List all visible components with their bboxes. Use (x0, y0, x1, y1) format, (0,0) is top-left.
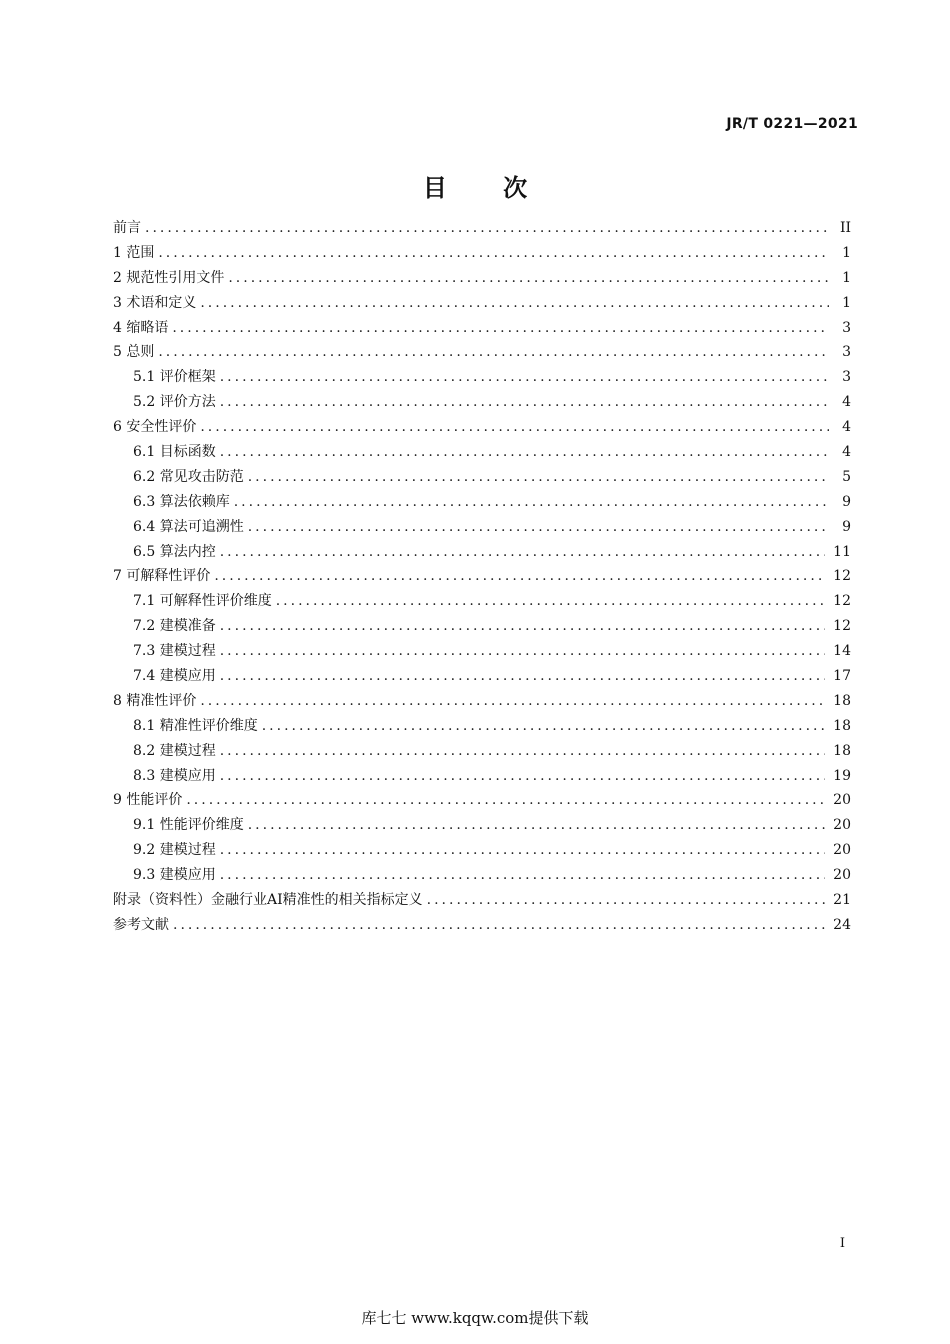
toc-entry-label: 8 精准性评价 (113, 692, 197, 709)
toc-entry[interactable] (113, 465, 851, 490)
toc-entry-label: 7 可解释性评价 (113, 568, 211, 585)
toc-dot-leader (248, 465, 829, 490)
toc-entry[interactable] (113, 664, 851, 689)
toc-dot-leader (214, 564, 825, 589)
toc-entry-page: 17 (833, 668, 851, 685)
toc-dot-leader (248, 813, 825, 838)
toc-entry-label: 6.3 算法依赖库 (133, 493, 230, 510)
toc-dot-leader (234, 490, 829, 515)
toc-dot-leader (220, 838, 825, 863)
toc-entry-label: 9.3 建模应用 (133, 867, 216, 884)
toc-dot-leader (220, 739, 825, 764)
toc-dot-leader (248, 515, 829, 540)
toc-dot-leader (158, 340, 829, 365)
toc-entry[interactable] (113, 241, 851, 266)
toc-entry-label: 6 安全性评价 (113, 419, 197, 436)
toc-dot-leader (220, 540, 825, 565)
toc-entry[interactable] (113, 390, 851, 415)
toc-entry[interactable] (113, 440, 851, 465)
toc-entry-label: 9.2 建模过程 (133, 842, 216, 859)
toc-entry-label: 7.2 建模准备 (133, 618, 216, 635)
toc-entry-page: 18 (833, 692, 851, 709)
toc-entry-label: 9.1 性能评价维度 (133, 817, 244, 834)
toc-entry-label: 7.3 建模过程 (133, 643, 216, 660)
toc-entry-page: 4 (842, 419, 851, 436)
toc-entry[interactable] (113, 340, 851, 365)
toc-entry-label: 5.1 评价框架 (133, 369, 216, 386)
toc-entry-page: 20 (833, 867, 851, 884)
toc-entry[interactable] (113, 788, 851, 813)
toc-dot-leader (220, 664, 825, 689)
toc-entry[interactable] (113, 739, 851, 764)
toc-entry-page: 9 (842, 493, 851, 510)
toc-entry-page: 20 (833, 842, 851, 859)
toc-dot-leader (220, 390, 829, 415)
toc-entry[interactable] (113, 714, 851, 739)
toc-entry-label: 8.2 建模过程 (133, 742, 216, 759)
toc-entry[interactable] (113, 291, 851, 316)
toc-entry-page: 9 (842, 518, 851, 535)
toc-dot-leader (158, 241, 829, 266)
toc-entry[interactable] (113, 838, 851, 863)
toc-entry[interactable] (113, 316, 851, 341)
toc-entry[interactable] (113, 589, 851, 614)
download-footer: 库七七 www.kqqw.com提供下载 (361, 1309, 589, 1327)
toc-entry-label: 6.4 算法可追溯性 (133, 518, 244, 535)
toc-entry-label: 附录（资料性）金融行业AI精准性的相关指标定义 (113, 892, 423, 909)
toc-entry-label: 3 术语和定义 (113, 294, 197, 311)
toc-entry[interactable] (113, 540, 851, 565)
toc-dot-leader (186, 788, 825, 813)
toc-entry[interactable] (113, 913, 851, 938)
page-number: I (839, 1236, 845, 1251)
toc-entry-page: 3 (842, 344, 851, 361)
toc-dot-leader (262, 714, 825, 739)
toc-dot-leader (228, 266, 829, 291)
toc-dot-leader (200, 291, 829, 316)
toc-entry[interactable] (113, 639, 851, 664)
toc-entry[interactable] (113, 365, 851, 390)
toc-dot-leader (220, 365, 829, 390)
toc-entry-page: 20 (833, 792, 851, 809)
toc-dot-leader (200, 415, 829, 440)
toc-entry-label: 2 规范性引用文件 (113, 269, 225, 286)
toc-entry-label: 8.3 建模应用 (133, 767, 216, 784)
toc-entry-label: 7.4 建模应用 (133, 668, 216, 685)
toc-entry-page: 5 (842, 468, 851, 485)
toc-dot-leader (276, 589, 825, 614)
toc-dot-leader (173, 913, 825, 938)
toc-entry-page: 18 (833, 742, 851, 759)
toc-dot-leader (427, 888, 826, 913)
toc-entry[interactable] (113, 515, 851, 540)
toc-entry[interactable] (113, 564, 851, 589)
toc-dot-leader (172, 316, 829, 341)
toc-entry-page: 1 (842, 269, 851, 286)
toc-entry-label: 7.1 可解释性评价维度 (133, 593, 272, 610)
toc-dot-leader (145, 216, 829, 241)
toc-entry-label: 参考文献 (113, 916, 169, 933)
toc-entry-page: 4 (842, 444, 851, 461)
toc-entry-label: 1 范围 (113, 244, 155, 261)
toc-entry-page: 3 (842, 319, 851, 336)
toc-entry[interactable] (113, 689, 851, 714)
toc-entry[interactable] (113, 415, 851, 440)
toc-entry-page: 21 (833, 892, 851, 909)
toc-dot-leader (220, 440, 829, 465)
toc-entry-page: 1 (842, 294, 851, 311)
table-of-contents (113, 216, 851, 938)
toc-entry-page: 4 (842, 394, 851, 411)
toc-entry-page: 12 (833, 593, 851, 610)
toc-dot-leader (200, 689, 825, 714)
toc-entry[interactable] (113, 813, 851, 838)
toc-entry-label: 6.5 算法内控 (133, 543, 216, 560)
toc-dot-leader (220, 764, 825, 789)
toc-entry-label: 6.1 目标函数 (133, 444, 216, 461)
toc-entry[interactable] (113, 266, 851, 291)
toc-entry-page: 12 (833, 618, 851, 635)
toc-entry-page: 12 (833, 568, 851, 585)
toc-entry-page: 20 (833, 817, 851, 834)
toc-entry-label: 8.1 精准性评价维度 (133, 717, 258, 734)
toc-entry-label: 前言 (113, 220, 141, 236)
toc-entry-page: 14 (833, 643, 851, 660)
toc-entry[interactable] (113, 764, 851, 789)
toc-entry-page: II (839, 220, 851, 236)
toc-entry[interactable] (113, 888, 851, 913)
standard-code: JR/T 0221—2021 (726, 116, 858, 132)
toc-entry-page: 3 (842, 369, 851, 386)
toc-entry-page: 19 (833, 767, 851, 784)
toc-entry[interactable] (113, 614, 851, 639)
page-title: 目 次 (422, 174, 552, 202)
toc-dot-leader (220, 614, 825, 639)
toc-entry-label: 5 总则 (113, 344, 155, 361)
toc-entry-label: 6.2 常见攻击防范 (133, 468, 244, 485)
toc-entry-label: 5.2 评价方法 (133, 394, 216, 411)
toc-entry[interactable] (113, 863, 851, 888)
toc-entry-label: 9 性能评价 (113, 792, 183, 809)
toc-entry[interactable] (113, 490, 851, 515)
toc-entry-label: 4 缩略语 (113, 319, 169, 336)
toc-dot-leader (220, 639, 825, 664)
toc-entry-page: 18 (833, 717, 851, 734)
toc-entry-page: 11 (833, 543, 851, 560)
toc-entry-page: 24 (833, 916, 851, 933)
toc-dot-leader (220, 863, 825, 888)
toc-entry[interactable] (113, 216, 851, 241)
toc-entry-page: 1 (842, 244, 851, 261)
